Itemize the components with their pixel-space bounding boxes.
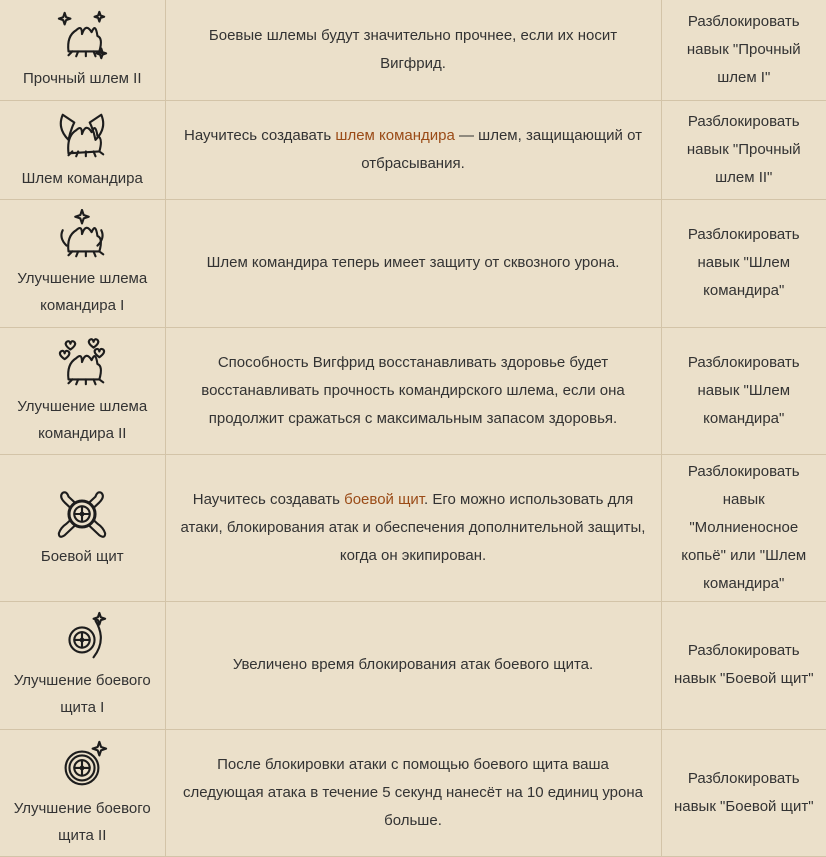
skill-cell [0, 100, 165, 199]
table-row [0, 199, 826, 327]
battle-shield-icon [54, 487, 110, 541]
table-row [0, 729, 826, 856]
description-text: Боевые шлемы будут значительно прочнее, если их носит Вигфрид. [208, 26, 618, 72]
battle-shield-upgrade-icon [54, 611, 110, 665]
unlock-requirement: Разблокировать навык "Шлем командира" [661, 199, 826, 327]
skill-cell [0, 0, 165, 100]
skill-description [165, 601, 661, 729]
description-text: После блокировки атаки с помощью боевого щита ваша следующая атака в течение 5 секунд нанесёт на 10 единиц урона больше. [183, 755, 643, 829]
skill-cell [0, 601, 165, 729]
skill-cell [0, 327, 165, 454]
skill-description [165, 454, 661, 601]
table-row [0, 0, 826, 100]
unlock-requirement: Разблокировать навык "Прочный шлем I" [661, 0, 826, 100]
description-text: Научитесь создавать [184, 126, 336, 144]
commander-helmet-icon [54, 109, 110, 163]
description-text: Шлем командира теперь имеет защиту от сквозного урона. [206, 254, 620, 271]
skill-name: Боевой щит [40, 548, 124, 565]
sturdy-helmet-icon [54, 9, 110, 63]
table-row [0, 100, 826, 199]
description-text: — шлем, защищающий от отбрасывания. [361, 126, 642, 172]
commander-helmet-hearts-icon [54, 337, 110, 391]
unlock-requirement: Разблокировать навык "Молниеносное копьё" или "Шлем командира" [661, 454, 826, 601]
description-text: Увеличено время блокирования атак боевого щита. [232, 656, 594, 673]
unlock-requirement: Разблокировать навык "Боевой щит" [661, 729, 826, 856]
description-text: Способность Вигфрид восстанавливать здоровье будет восстанавливать прочность командирского шлема, если она продолжит сражаться с максимальным запасом здоровья. [201, 353, 625, 427]
skill-name: Шлем командира [21, 170, 143, 187]
item-link[interactable]: боевой щит [344, 490, 425, 508]
skill-description [165, 729, 661, 856]
unlock-requirement: Разблокировать навык "Шлем командира" [661, 327, 826, 454]
skill-description [165, 0, 661, 100]
skill-name: Прочный шлем II [22, 70, 142, 88]
unlock-requirement: Разблокировать навык "Прочный шлем II" [661, 100, 826, 199]
skill-name: Улучшение шлема командира II [17, 397, 148, 442]
table-row [0, 601, 826, 729]
skill-cell [0, 729, 165, 856]
table-row [0, 454, 826, 601]
skill-name: Улучшение боевого щита II [13, 799, 151, 844]
description-text: . Его можно использовать для атаки, блокирования атак и обеспечения дополнительной защиты, когда он экипирован. [180, 490, 646, 564]
description-text: Научитесь создавать [192, 490, 345, 508]
table-row [0, 327, 826, 454]
skill-description [165, 199, 661, 327]
skill-name: Улучшение боевого щита I [13, 672, 151, 716]
item-link[interactable]: шлем командира [335, 126, 455, 144]
skill-cell [0, 199, 165, 327]
skill-name: Улучшение шлема командира I [17, 270, 148, 314]
skill-description [165, 327, 661, 454]
unlock-requirement: Разблокировать навык "Боевой щит" [661, 601, 826, 729]
skill-cell [0, 454, 165, 601]
skill-description [165, 100, 661, 199]
battle-shield-spark-icon [54, 739, 110, 793]
commander-helmet-upgrade-icon [54, 209, 110, 263]
